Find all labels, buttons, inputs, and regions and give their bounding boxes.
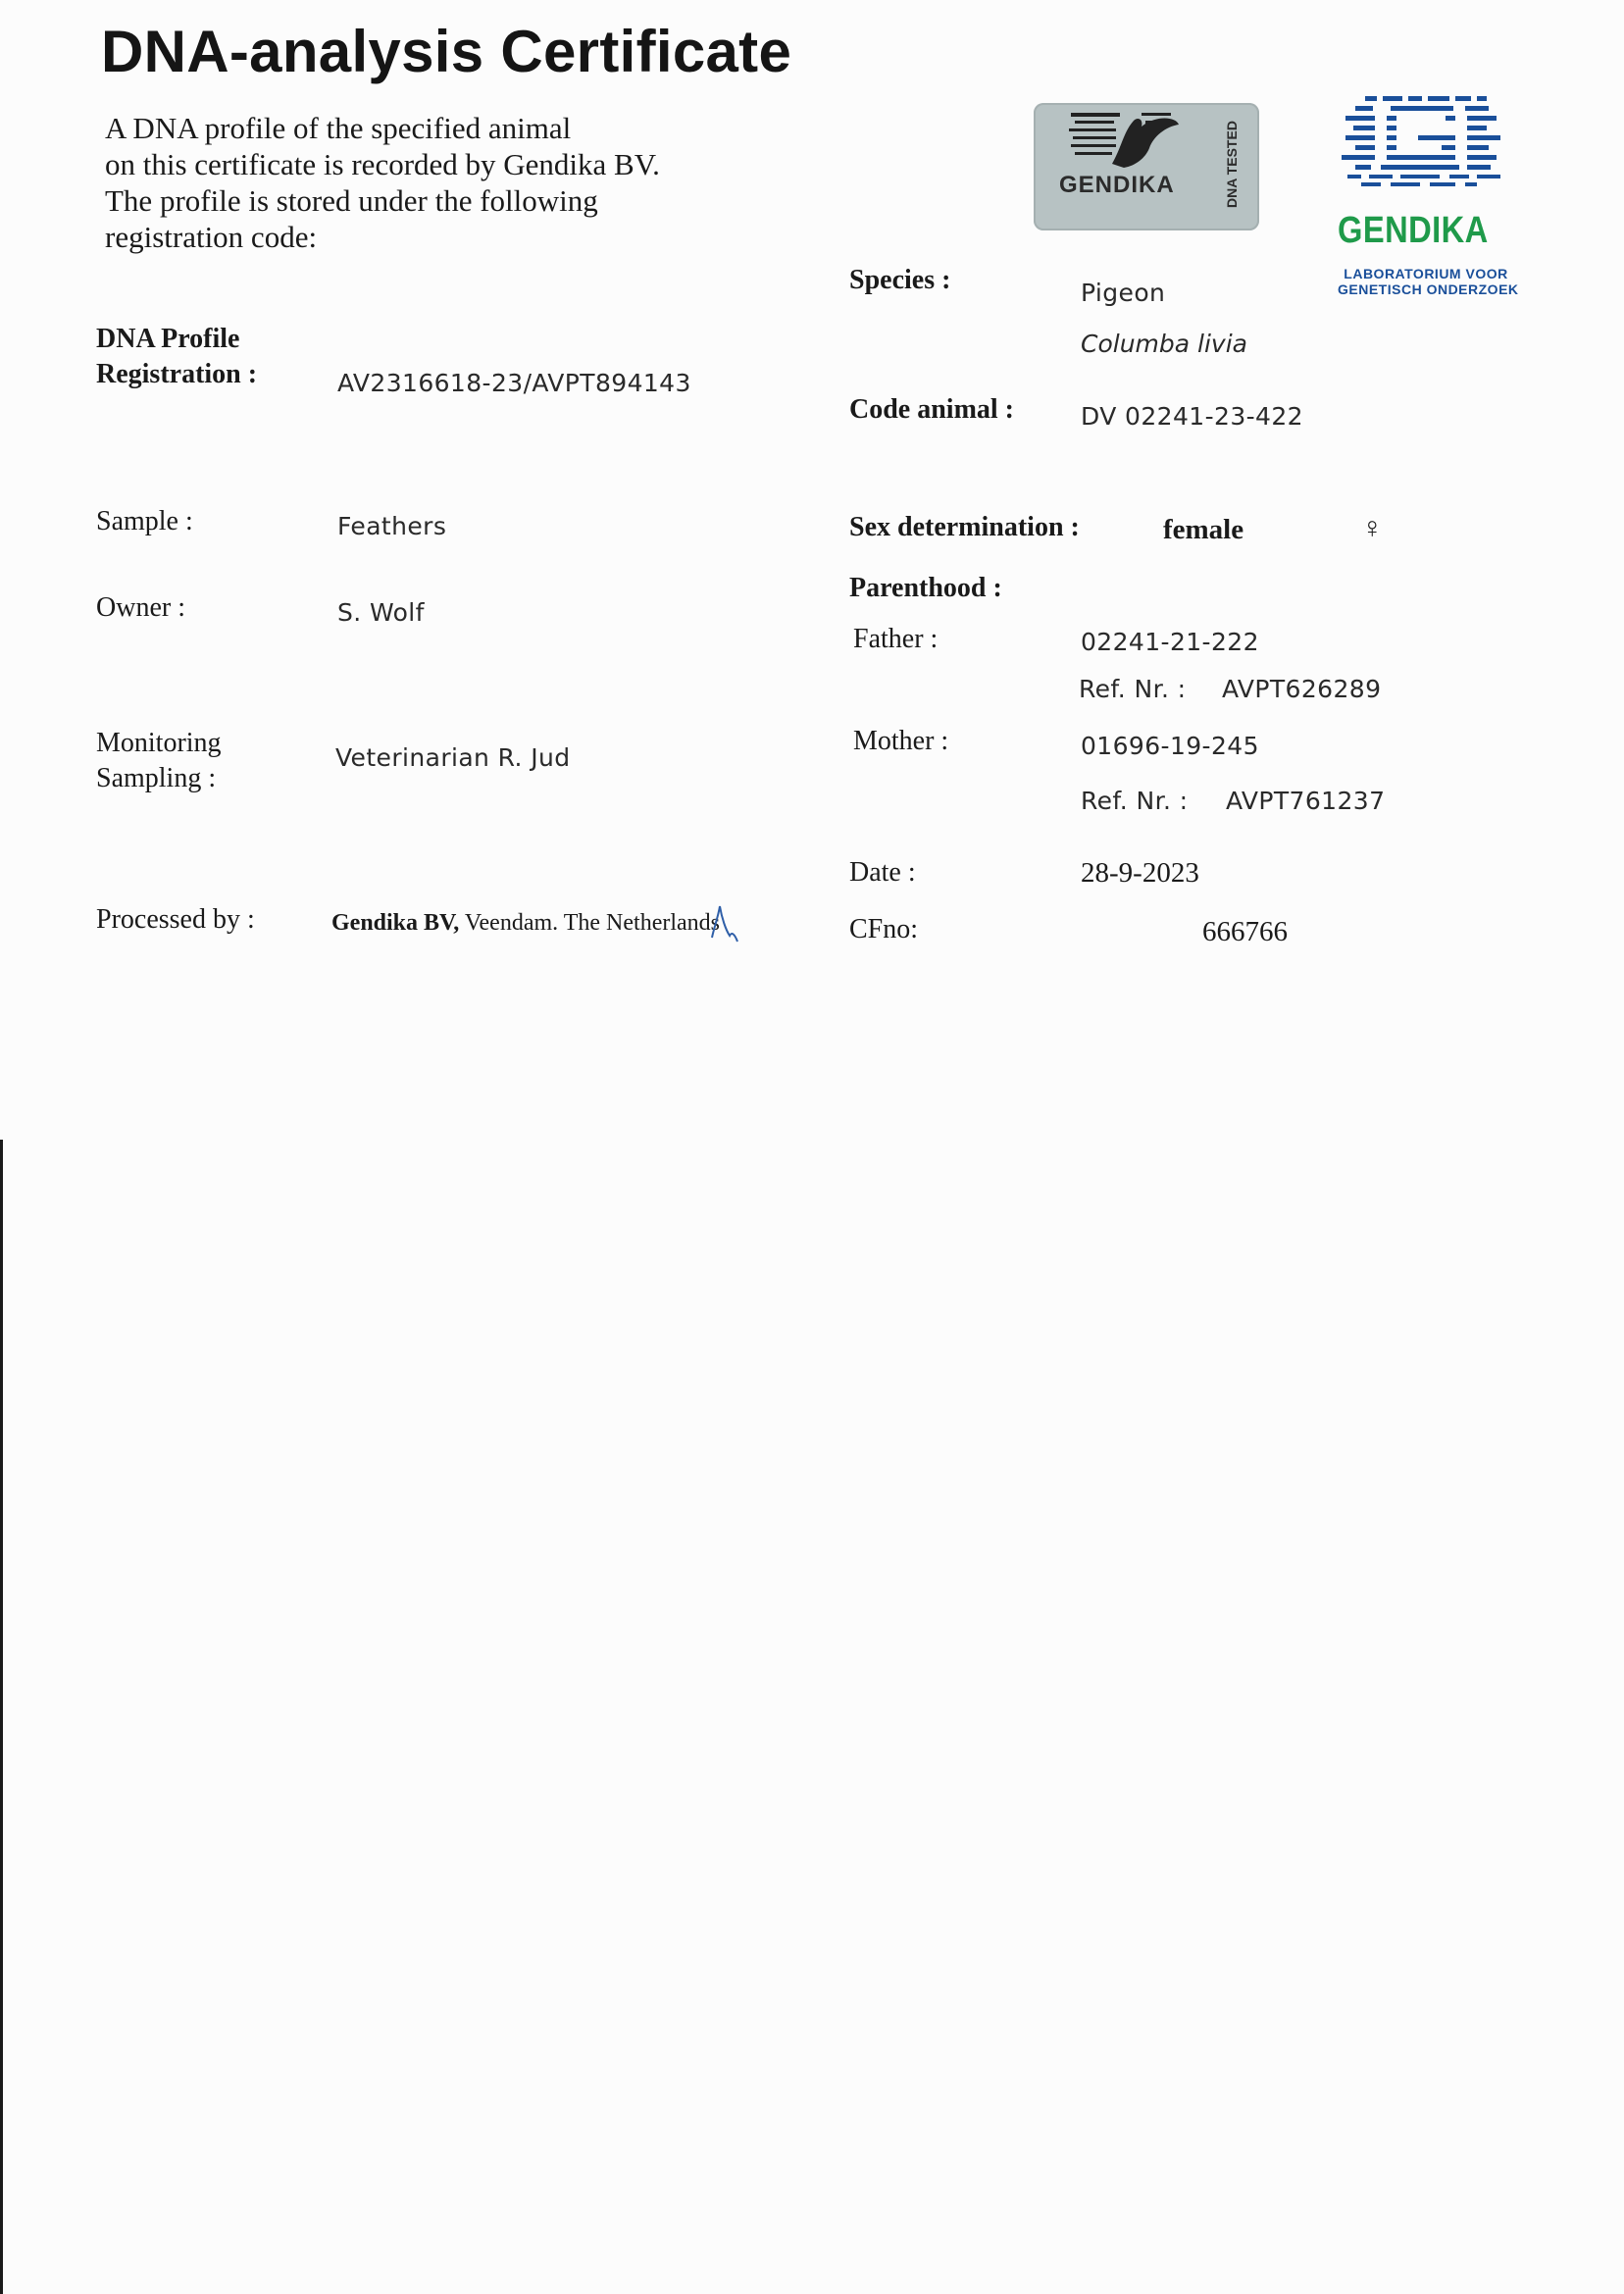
- dna-profile-label: Registration :: [96, 359, 258, 389]
- female-symbol-icon: ♀: [1361, 512, 1384, 544]
- father-ref-value: AVPT626289: [1222, 675, 1382, 703]
- owner-value: S. Wolf: [337, 598, 425, 627]
- sex-determination-label: Sex determination :: [849, 512, 1080, 542]
- father-label: Father :: [853, 624, 939, 654]
- date-value: 28-9-2023: [1081, 857, 1199, 889]
- intro-line: registration code:: [105, 220, 318, 254]
- species-latin: Columba livia: [1081, 330, 1247, 358]
- logo-mark-icon: [1336, 94, 1512, 202]
- logo-name: GENDIKA: [1338, 210, 1489, 251]
- processed-by-location: Veendam. The Netherlands: [464, 910, 720, 936]
- code-animal-label: Code animal :: [849, 394, 1014, 425]
- owner-label: Owner :: [96, 592, 185, 623]
- father-value: 02241-21-222: [1081, 628, 1259, 656]
- intro-line: on this certificate is recorded by Gendika BV.: [105, 147, 660, 181]
- signature-mark-icon: [708, 898, 741, 945]
- monitoring-label: Monitoring: [96, 728, 222, 758]
- intro-line: The profile is stored under the following: [105, 183, 598, 218]
- sample-label: Sample :: [96, 506, 193, 536]
- species-label: Species :: [849, 265, 951, 295]
- logo-subtitle: [1338, 266, 1519, 297]
- mother-ref-label: Ref. Nr. :: [1081, 787, 1189, 815]
- cfno-value: 666766: [1202, 916, 1288, 947]
- sample-value: Feathers: [337, 512, 447, 540]
- mother-label: Mother :: [853, 726, 949, 756]
- intro-line: A DNA profile of the specified animal: [105, 111, 572, 145]
- dna-tested-sticker: [1034, 103, 1259, 230]
- dna-profile-label: DNA Profile: [96, 324, 240, 354]
- monitoring-value: Veterinarian R. Jud: [335, 743, 571, 772]
- processed-by-label: Processed by :: [96, 904, 255, 935]
- scan-edge-line: [0, 1140, 3, 2294]
- sticker-brand: GENDIKA: [1059, 172, 1175, 198]
- intro-text: [105, 110, 742, 255]
- page-title: DNA-analysis Certificate: [101, 19, 792, 84]
- species-value: Pigeon: [1081, 279, 1166, 307]
- mother-ref-value: AVPT761237: [1226, 787, 1386, 815]
- processed-by-company: Gendika BV,: [331, 910, 460, 936]
- logo-subtitle-line: LABORATORIUM VOOR: [1344, 266, 1508, 281]
- dna-profile-value: AV2316618-23/AVPT894143: [337, 369, 691, 397]
- sex-value: female: [1163, 514, 1244, 545]
- code-animal-value: DV 02241-23-422: [1081, 402, 1303, 431]
- date-label: Date :: [849, 857, 916, 888]
- sticker-side-text: DNA TESTED: [1224, 121, 1240, 209]
- processed-by-value: [331, 910, 720, 937]
- parenthood-label: Parenthood :: [849, 573, 1002, 603]
- gendika-logo: [1330, 94, 1519, 310]
- cfno-label: CFno:: [849, 914, 919, 944]
- mother-value: 01696-19-245: [1081, 732, 1259, 760]
- father-ref-label: Ref. Nr. :: [1079, 675, 1187, 703]
- monitoring-label: Sampling :: [96, 763, 217, 793]
- logo-subtitle-line: GENETISCH ONDERZOEK: [1338, 281, 1519, 297]
